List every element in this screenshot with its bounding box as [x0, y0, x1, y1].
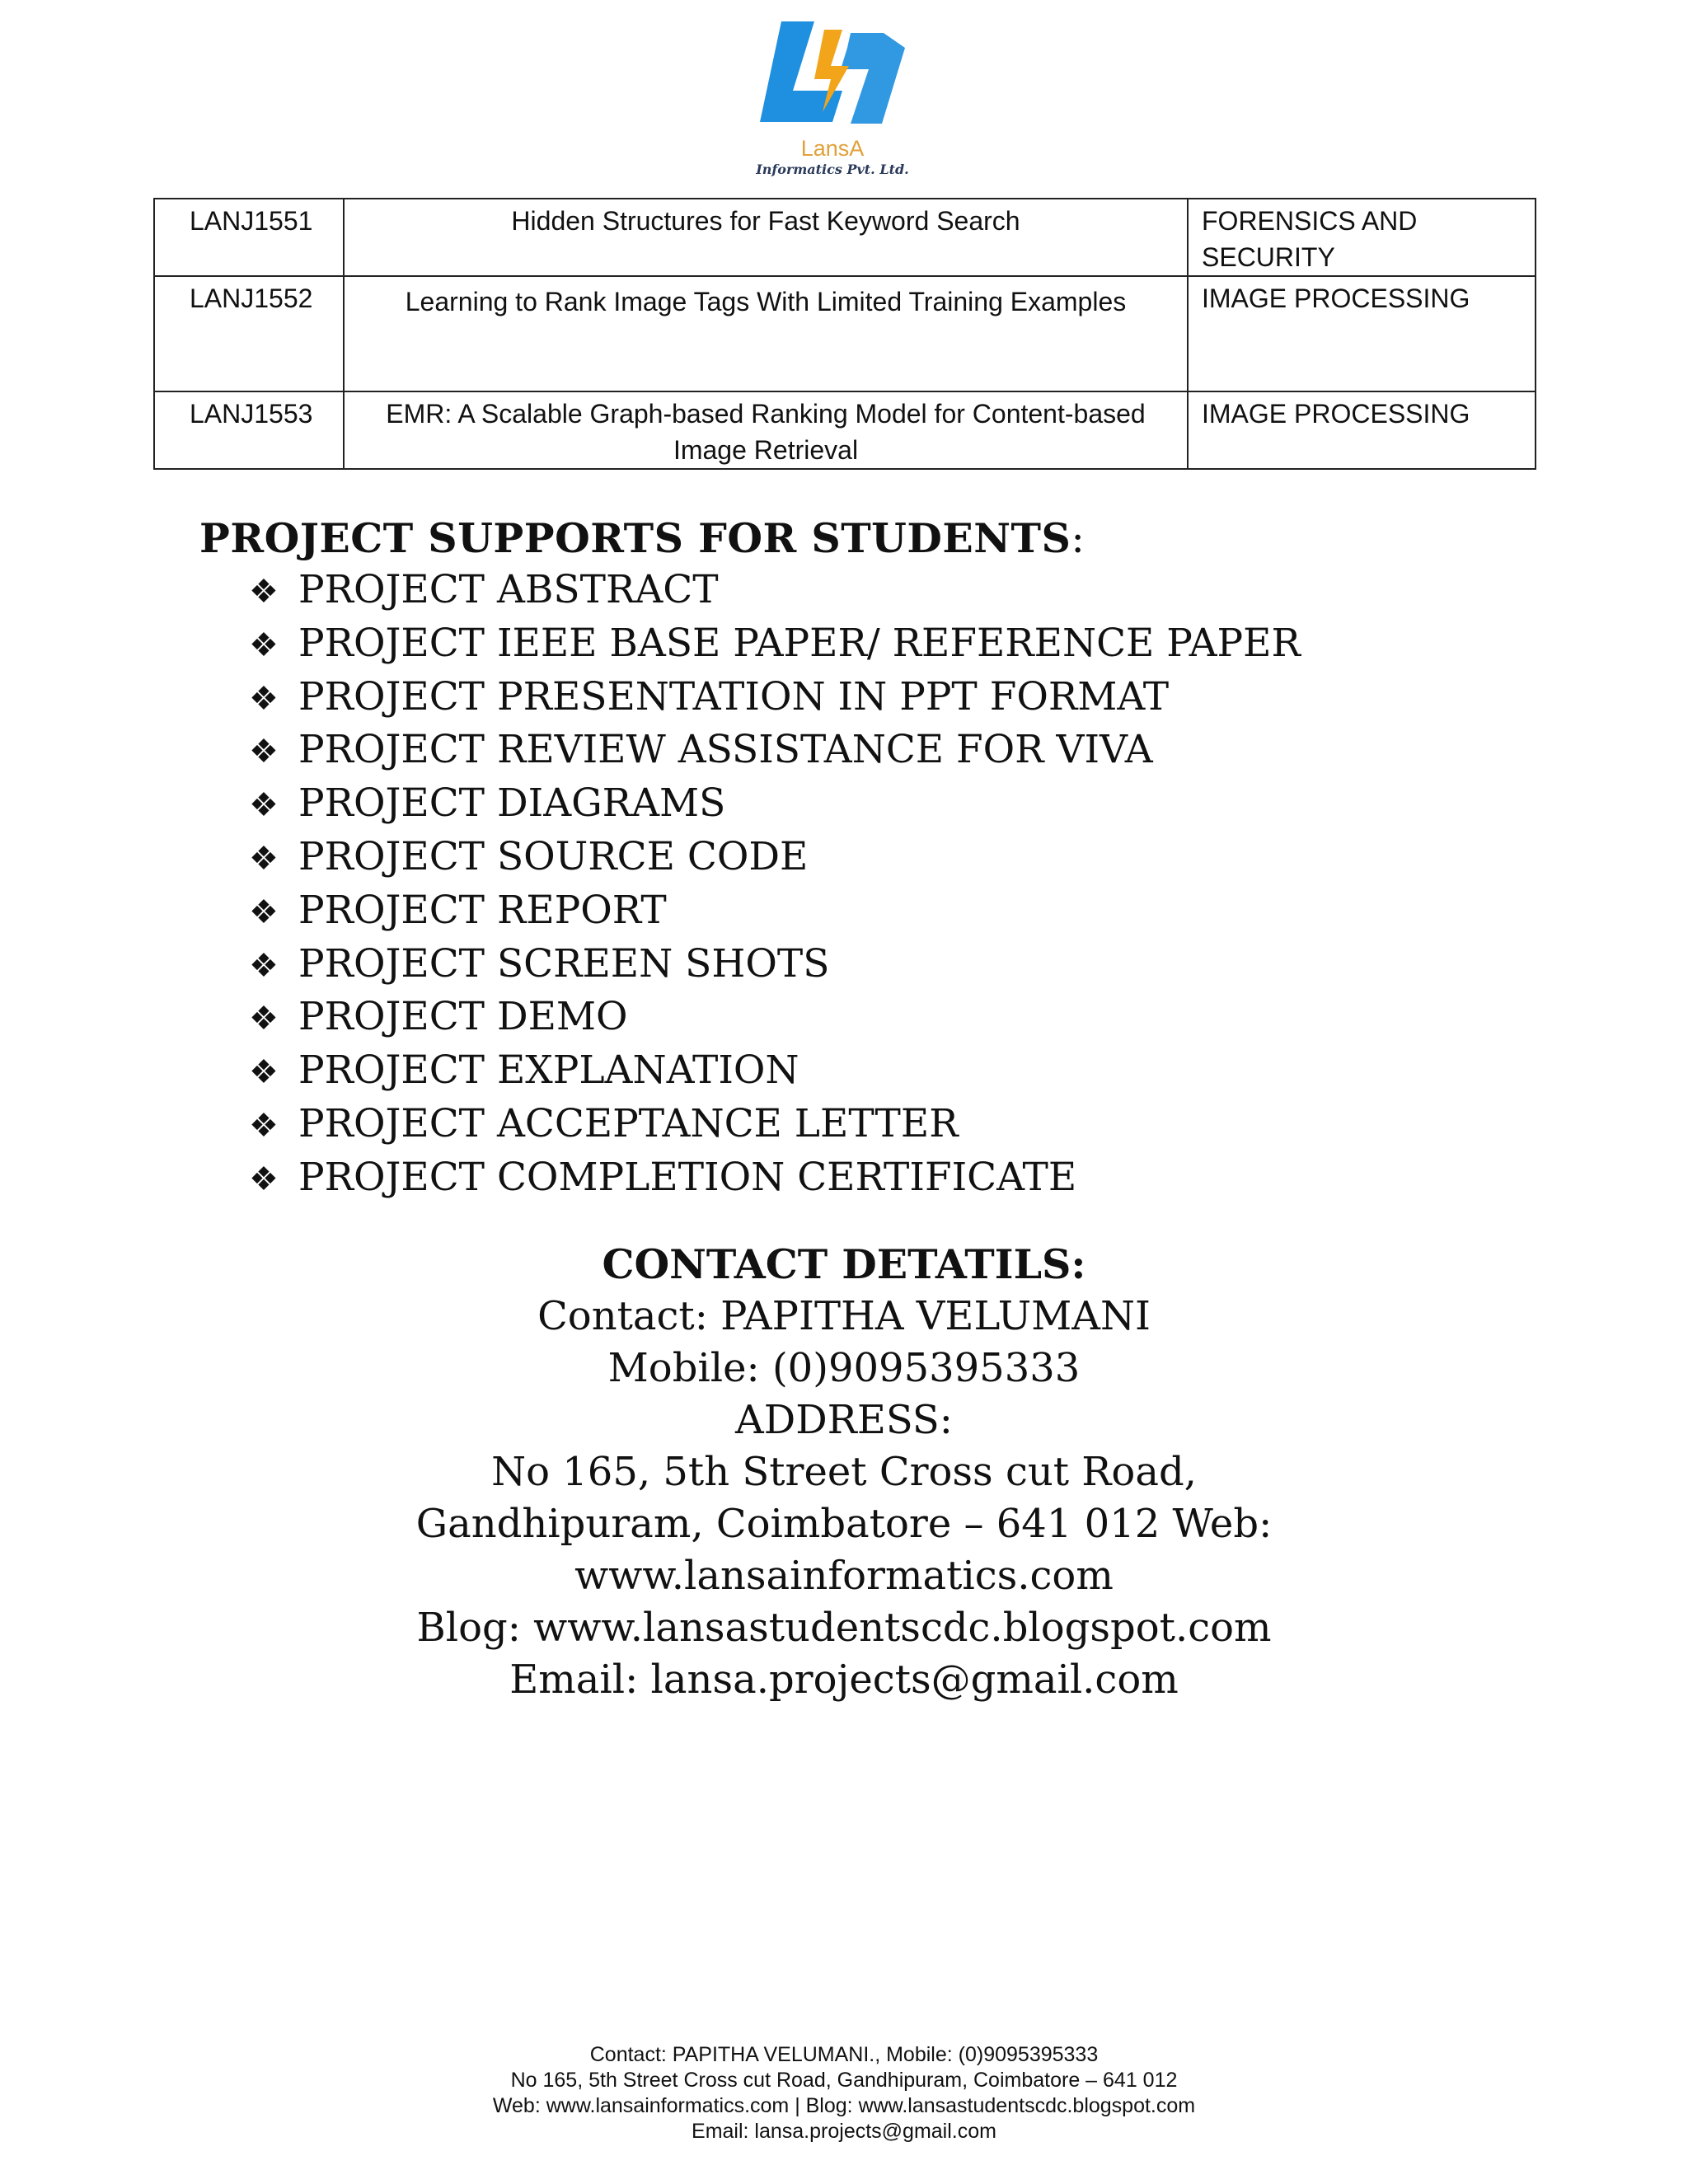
lansa-logo-icon — [742, 15, 923, 138]
logo-name: LansA — [800, 136, 865, 161]
list-item-label: PROJECT SOURCE CODE — [298, 833, 809, 879]
footer-line: Email: lansa.projects@gmail.com — [692, 2120, 996, 2143]
page-footer — [0, 2042, 1688, 2144]
footer-line: Web: www.lansainformatics.com | Blog: www.lansastudentscdc.blogspot.com — [492, 2094, 1196, 2117]
list-item-label: PROJECT REVIEW ASSISTANCE FOR VIVA — [298, 727, 1153, 773]
supports-heading-colon: : — [1071, 515, 1085, 562]
address-label: ADDRESS: — [735, 1397, 953, 1443]
diamond-bullet-icon: ❖ — [249, 893, 279, 931]
list-item-label: PROJECT ACCEPTANCE LETTER — [298, 1100, 959, 1146]
table-row — [154, 391, 1536, 469]
diamond-bullet-icon: ❖ — [249, 1106, 279, 1145]
list-item-label: PROJECT DEMO — [298, 994, 628, 1040]
diamond-bullet-icon: ❖ — [249, 1160, 279, 1198]
list-item-label: PROJECT ABSTRACT — [298, 567, 719, 612]
diamond-bullet-icon: ❖ — [249, 626, 279, 664]
list-item — [249, 1099, 1301, 1152]
website-link[interactable]: www.lansainformatics.com — [574, 1553, 1114, 1599]
table-row — [154, 199, 1536, 276]
project-domain: FORENSICS AND SECURITY — [1188, 199, 1536, 276]
supports-list — [199, 565, 1301, 1206]
list-item-label: PROJECT DIAGRAMS — [298, 780, 726, 827]
blog-link[interactable]: Blog: www.lansastudentscdc.blogspot.com — [416, 1605, 1272, 1651]
project-domain: IMAGE PROCESSING — [1188, 276, 1536, 391]
list-item-label: PROJECT REPORT — [298, 887, 667, 933]
table-row — [154, 276, 1536, 391]
logo-tagline: Informatics Pvt. Ltd. — [756, 162, 909, 177]
list-item-label: PROJECT EXPLANATION — [298, 1047, 799, 1094]
list-item-label: PROJECT PRESENTATION IN PPT FORMAT — [298, 673, 1170, 719]
list-item — [249, 1045, 1301, 1099]
contact-name: Contact: PAPITHA VELUMANI — [537, 1293, 1151, 1339]
supports-heading — [199, 513, 1301, 565]
footer-line: No 165, 5th Street Cross cut Road, Gandhipuram, Coimbatore – 641 012 — [510, 2069, 1178, 2092]
list-item — [249, 565, 1301, 618]
project-id: LANJ1553 — [154, 391, 344, 469]
footer-line: Contact: PAPITHA VELUMANI., Mobile: (0)9095395333 — [589, 2043, 1099, 2066]
diamond-bullet-icon: ❖ — [249, 573, 279, 611]
list-item — [249, 991, 1301, 1045]
company-logo — [742, 15, 923, 184]
diamond-bullet-icon: ❖ — [249, 839, 279, 878]
diamond-bullet-icon: ❖ — [249, 679, 279, 718]
project-domain: IMAGE PROCESSING — [1188, 391, 1536, 469]
list-item — [249, 1152, 1301, 1206]
project-id: LANJ1552 — [154, 276, 344, 391]
project-title: EMR: A Scalable Graph-based Ranking Model for Content-based Image Retrieval — [344, 391, 1188, 469]
list-item — [249, 618, 1301, 672]
project-title: Hidden Structures for Fast Keyword Search — [344, 199, 1188, 276]
diamond-bullet-icon: ❖ — [249, 946, 279, 985]
projects-table — [153, 198, 1536, 470]
contact-mobile: Mobile: (0)9095395333 — [607, 1345, 1081, 1391]
address-line: No 165, 5th Street Cross cut Road, — [491, 1449, 1197, 1495]
project-id: LANJ1551 — [154, 199, 344, 276]
list-item — [249, 885, 1301, 939]
contact-section — [0, 1239, 1688, 1706]
diamond-bullet-icon: ❖ — [249, 1000, 279, 1038]
list-item — [249, 724, 1301, 778]
contact-heading: CONTACT DETATILS: — [602, 1240, 1086, 1288]
email-link[interactable]: Email: lansa.projects@gmail.com — [509, 1657, 1179, 1703]
supports-section — [199, 513, 1301, 1206]
list-item — [249, 832, 1301, 885]
address-line: Gandhipuram, Coimbatore – 641 012 Web: — [415, 1501, 1273, 1547]
list-item — [249, 939, 1301, 992]
supports-heading-text: PROJECT SUPPORTS FOR STUDENTS — [199, 514, 1071, 562]
diamond-bullet-icon: ❖ — [249, 786, 279, 825]
list-item-label: PROJECT SCREEN SHOTS — [298, 940, 830, 987]
list-item — [249, 672, 1301, 725]
logo-right-block — [841, 33, 905, 124]
project-title: Learning to Rank Image Tags With Limited Training Examples — [344, 276, 1188, 391]
diamond-bullet-icon: ❖ — [249, 1053, 279, 1092]
list-item-label: PROJECT IEEE BASE PAPER/ REFERENCE PAPER — [298, 620, 1301, 666]
list-item-label: PROJECT COMPLETION CERTIFICATE — [298, 1154, 1077, 1200]
list-item — [249, 778, 1301, 832]
diamond-bullet-icon: ❖ — [249, 733, 279, 771]
